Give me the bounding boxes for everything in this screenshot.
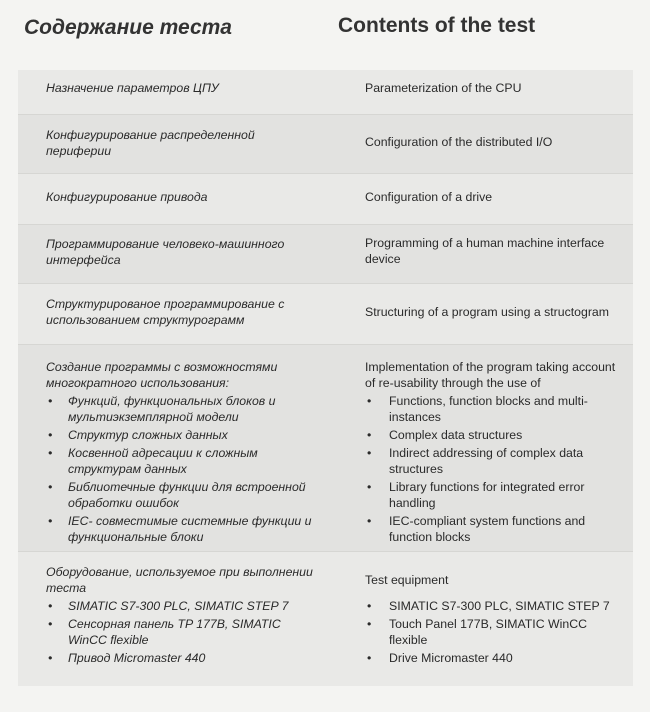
list-item: • Библиотечные функции для встроенной обработки ошибок	[46, 479, 341, 511]
text-line: Structuring of a program using a structogram	[365, 305, 609, 319]
table-row	[18, 552, 633, 686]
text-line: использованием структурограмм	[46, 313, 245, 327]
text-line: Косвенной адресации к сложным	[68, 446, 258, 460]
text-line: мультиэкземплярной модели	[68, 410, 239, 424]
contents-table	[18, 70, 633, 686]
text-line: structures	[389, 462, 443, 476]
table-row	[18, 115, 633, 173]
list-item: • Косвенной адресации к сложным структурам данных	[46, 445, 341, 477]
text-line: Implementation of the program taking account	[365, 360, 616, 374]
list-item: • IEC- совместимые системные функции и функциональные блоки	[46, 513, 341, 545]
text-line: многократного использования:	[46, 376, 230, 390]
text-line: flexible	[389, 633, 428, 647]
row-en	[365, 304, 627, 320]
text-line: Конфигурирование распределенной	[46, 128, 255, 142]
row-ru	[46, 564, 341, 666]
list-item: • Drive Micromaster 440	[365, 650, 627, 666]
text-line: SIMATIC S7-300 PLC, SIMATIC STEP 7	[389, 599, 610, 613]
text-line: Complex data structures	[389, 428, 523, 442]
text-line: Оборудование, используемое при выполнении	[46, 565, 313, 579]
table-row	[18, 70, 633, 114]
row-en	[365, 572, 627, 666]
table-row	[18, 174, 633, 224]
text-line: handling	[389, 496, 436, 510]
list-item: • Library functions for integrated error handling	[365, 479, 627, 511]
row-ru	[46, 80, 341, 96]
text-line: Структурированое программирование с	[46, 297, 285, 311]
text-line: IEC-compliant system functions and	[389, 514, 586, 528]
list-item: • Functions, function blocks and multi- instances	[365, 393, 627, 425]
title-en: Contents of the test	[338, 14, 536, 37]
text-line: Создание программы с возможностями	[46, 360, 278, 374]
text-line: instances	[389, 410, 441, 424]
text-line: Назначение параметров ЦПУ	[46, 81, 219, 95]
list-item: • Indirect addressing of complex data structures	[365, 445, 627, 477]
row-en	[365, 189, 627, 205]
list-item: • Функций, функциональных блоков и мультиэкземплярной модели	[46, 393, 341, 425]
text-line: of re-usability through the use of	[365, 376, 541, 390]
list-item: • Структур сложных данных	[46, 427, 341, 443]
list-item: • Touch Panel 177B, SIMATIC WinCC flexible	[365, 616, 627, 648]
row-en	[365, 80, 627, 96]
text-line: функциональные блоки	[68, 530, 204, 544]
page-header	[0, 12, 650, 52]
table-row	[18, 345, 633, 551]
text-line: function blocks	[389, 530, 471, 544]
text-line: Parameterization of the CPU	[365, 81, 522, 95]
text-line: Configuration of a drive	[365, 190, 493, 204]
text-line: периферии	[46, 144, 112, 158]
text-line: Test equipment	[365, 573, 449, 587]
text-line: структурам данных	[68, 462, 187, 476]
text-line: Библиотечные функции для встроенной	[68, 480, 306, 494]
text-line: Touch Panel 177B, SIMATIC WinCC	[389, 617, 587, 631]
text-line: Сенсорная панель TP 177B, SIMATIC	[68, 617, 281, 631]
text-line: теста	[46, 581, 87, 595]
text-line: Конфигурирование привода	[46, 190, 208, 204]
row-ru	[46, 189, 341, 205]
table-row	[18, 284, 633, 344]
text-line: Programming of a human machine interface	[365, 236, 605, 250]
list-item: • Сенсорная панель TP 177B, SIMATIC WinCC flexible	[46, 616, 341, 648]
list-item: • Complex data structures	[365, 427, 627, 443]
list-item: • SIMATIC S7-300 PLC, SIMATIC STEP 7	[365, 598, 627, 614]
row-ru	[46, 127, 341, 159]
text-line: Configuration of the distributed I/O	[365, 135, 553, 149]
list-item: • Привод Micromaster 440	[46, 650, 341, 666]
text-line	[365, 588, 627, 596]
row-en	[365, 359, 627, 545]
row-en	[365, 134, 627, 150]
list-item: • SIMATIC S7-300 PLC, SIMATIC STEP 7	[46, 598, 341, 614]
text-line: Library functions for integrated error	[389, 480, 585, 494]
text-line: device	[365, 252, 401, 266]
text-line: обработки ошибок	[68, 496, 179, 510]
title-ru: Содержание теста	[24, 16, 232, 39]
row-ru	[46, 296, 341, 328]
text-line: Структур сложных данных	[68, 428, 228, 442]
text-line: IEC- совместимые системные функции и	[68, 514, 312, 528]
text-line: Функций, функциональных блоков и	[68, 394, 276, 408]
text-line: Drive Micromaster 440	[389, 651, 513, 665]
row-ru	[46, 236, 341, 268]
text-line: WinCC flexible	[68, 633, 149, 647]
text-line: Indirect addressing of complex data	[389, 446, 584, 460]
text-line: Functions, function blocks and multi-	[389, 394, 588, 408]
list-item: • IEC-compliant system functions and function blocks	[365, 513, 627, 545]
text-line: SIMATIC S7-300 PLC, SIMATIC STEP 7	[68, 599, 289, 613]
row-en	[365, 235, 627, 267]
row-ru	[46, 359, 341, 545]
text-line: Привод Micromaster 440	[68, 651, 206, 665]
text-line: Программирование человеко-машинного	[46, 237, 285, 251]
text-line: интерфейса	[46, 253, 121, 267]
table-row	[18, 225, 633, 283]
